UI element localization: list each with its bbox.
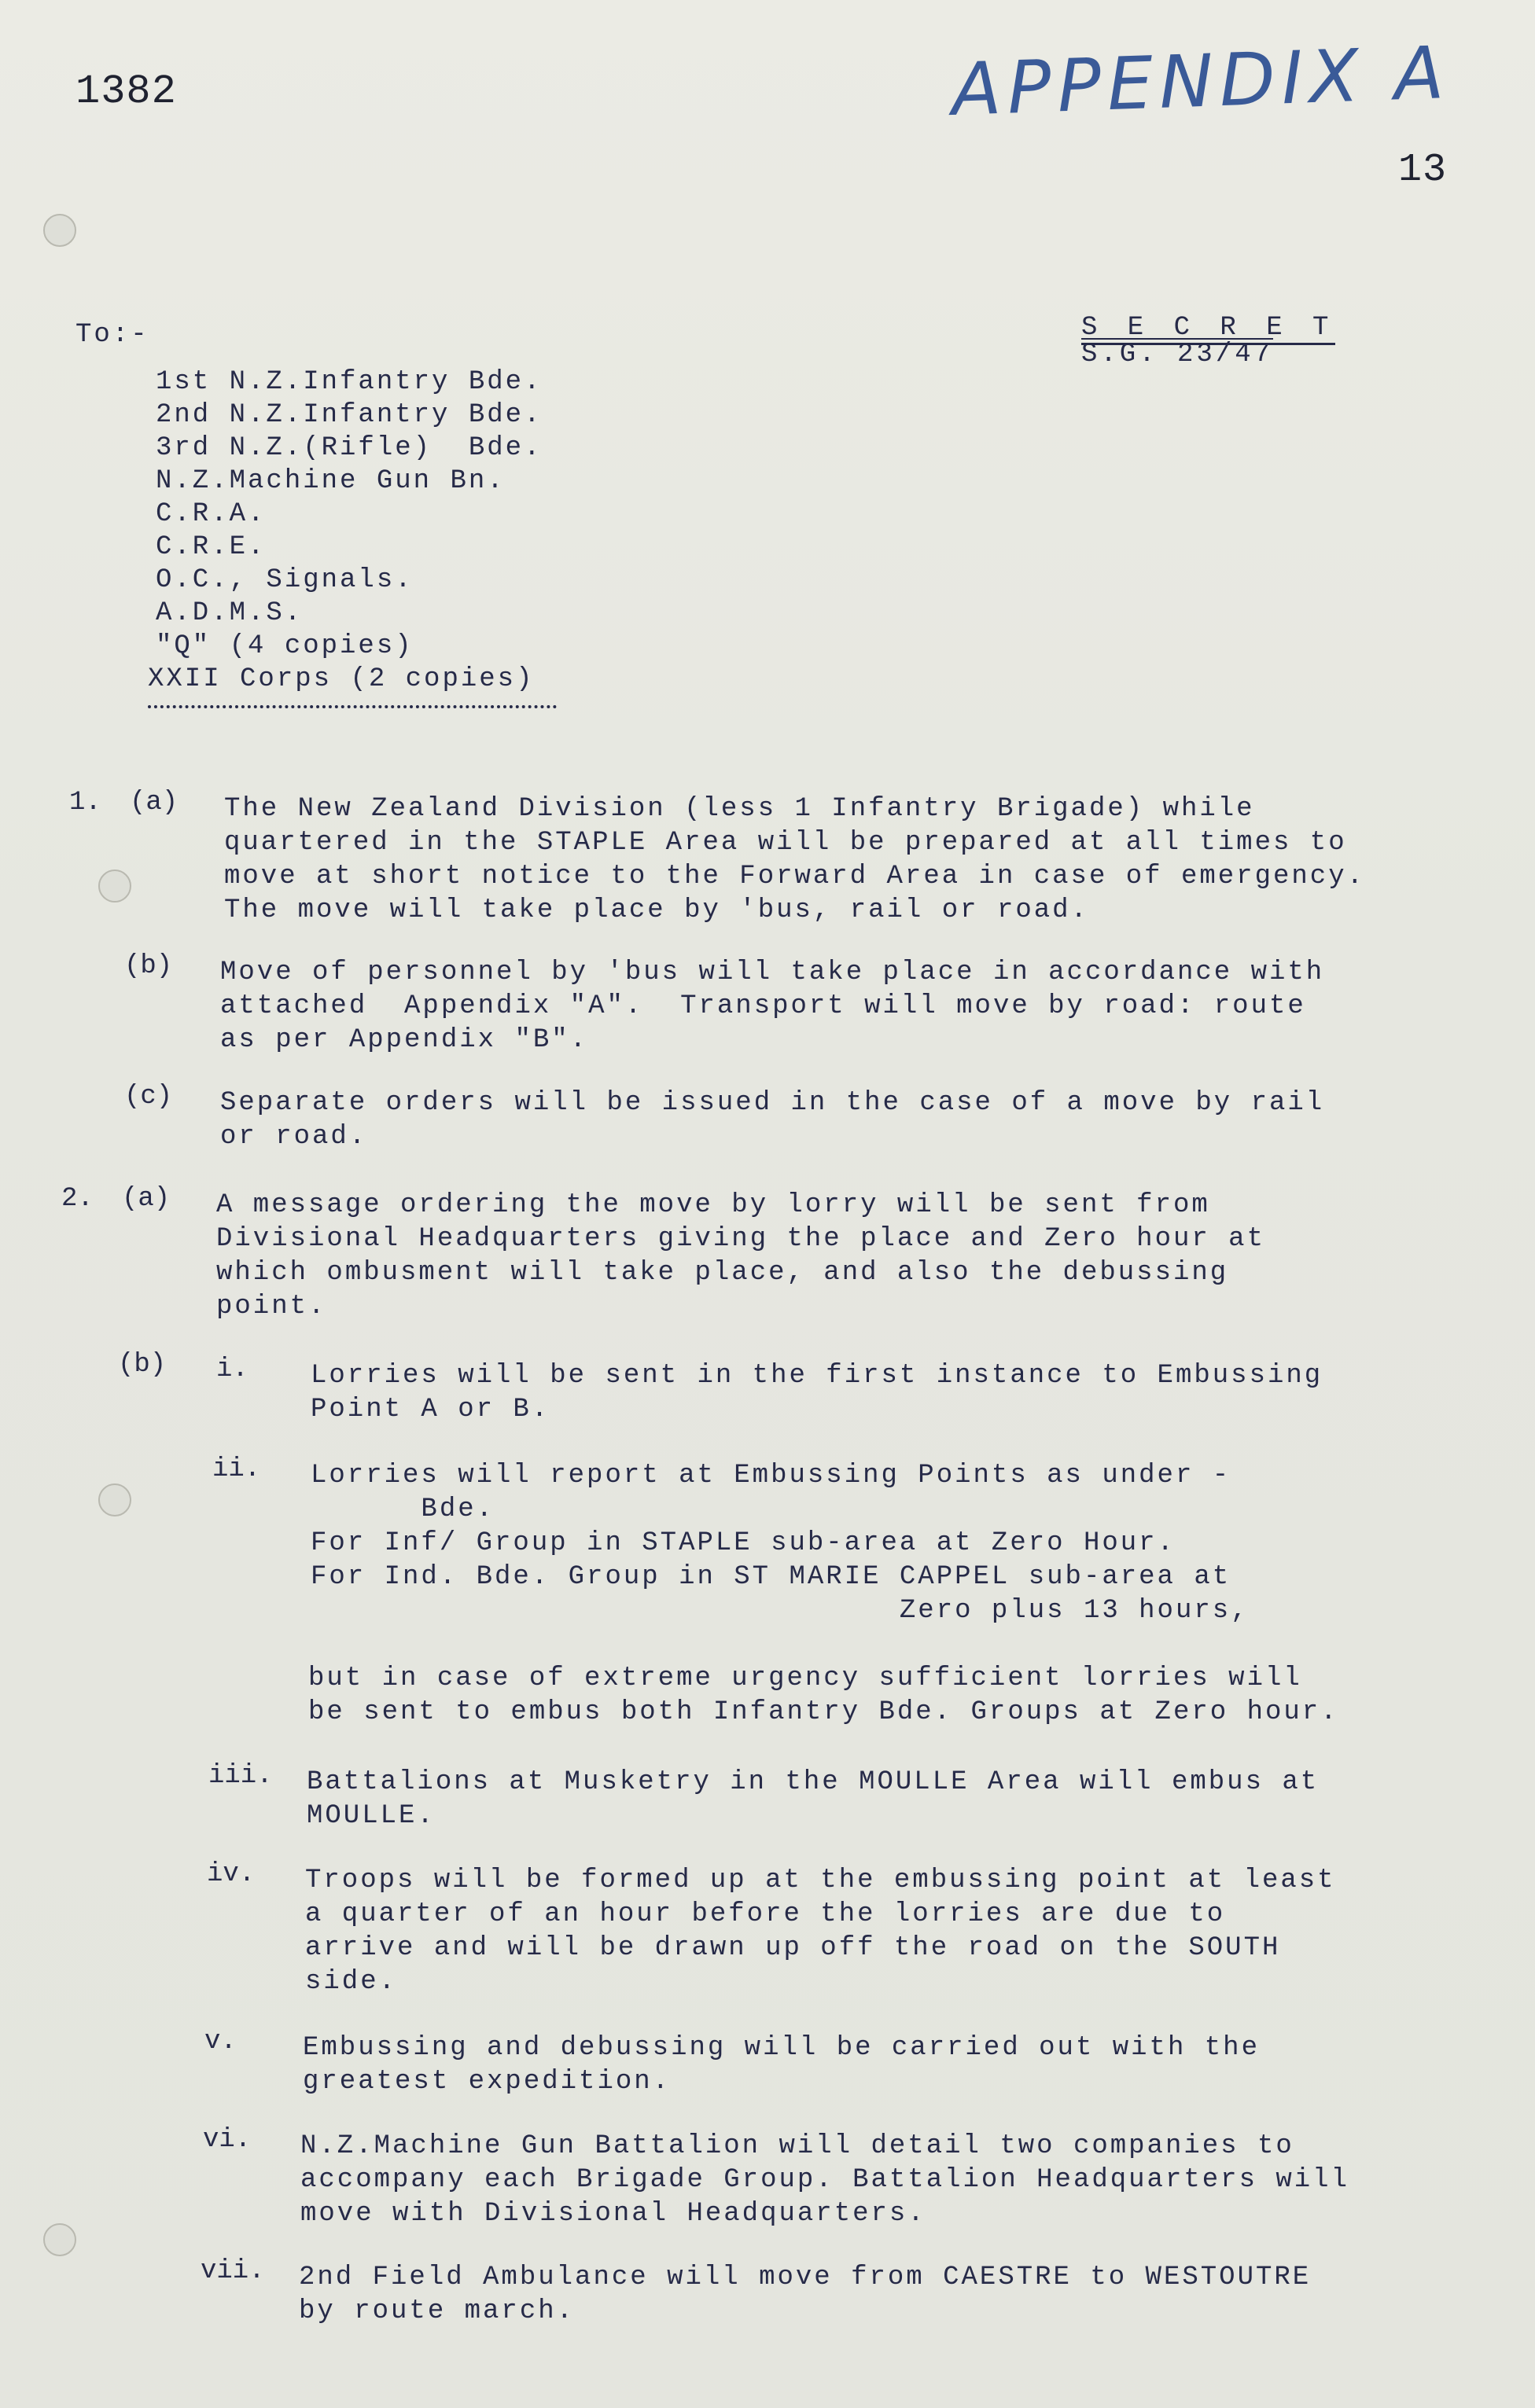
- page-number: 13: [1398, 148, 1448, 193]
- subparagraph-letter: (b): [118, 1350, 167, 1380]
- paragraph-number: 1.: [69, 788, 101, 818]
- paragraph-text: A message ordering the move by lorry will be sent from Divisional Headquarters giving the place and Zero hour at which ombusment will take place, and also the debussing point.: [216, 1190, 1265, 1322]
- recipient: A.D.M.S.: [156, 598, 304, 628]
- recipient: "Q" (4 copies): [156, 631, 414, 661]
- reference-number: S.G. 23/47: [1081, 340, 1274, 369]
- recipient: C.R.E.: [156, 532, 267, 562]
- paragraph-text: Move of personnel by 'bus will take place in accordance with attached Appendix "A". Transport will move by road: route as per Appendix "B".: [220, 958, 1325, 1055]
- subparagraph-letter: (c): [124, 1082, 173, 1112]
- item-number: v.: [204, 2027, 237, 2057]
- item-text: Lorries will report at Embussing Points as under - Bde. For Inf/ Group in STAPLE sub-area at Zero Hour. For Ind. Bde. Group in ST MARIE CAPPEL sub-area at Zero plus 13 hours,: [311, 1461, 1250, 1626]
- item-text: but in case of extreme urgency sufficient lorries will be sent to embus both Infantry Bde. Groups at Zero hour.: [308, 1664, 1339, 1727]
- handwritten-annotation: APPENDIX A: [950, 30, 1452, 133]
- punch-hole: [43, 2223, 76, 2256]
- item-number: i.: [216, 1355, 248, 1384]
- recipient: 3rd N.Z.(Rifle) Bde.: [156, 433, 543, 463]
- item-number: vi.: [203, 2125, 252, 2155]
- item-number: vii.: [201, 2256, 265, 2286]
- item-number: iii.: [208, 1761, 273, 1791]
- recipient: XXII Corps (2 copies): [148, 664, 535, 694]
- paragraph-number: 2.: [61, 1184, 94, 1214]
- item-text: Lorries will be sent in the first instance to Embussing Point A or B.: [311, 1361, 1323, 1425]
- subparagraph-letter: (b): [124, 951, 173, 981]
- punch-hole: [98, 869, 131, 903]
- recipient: C.R.A.: [156, 499, 267, 529]
- subparagraph-letter: (a): [122, 1184, 171, 1214]
- punch-hole: [43, 214, 76, 247]
- item-number: ii.: [212, 1454, 261, 1484]
- item-text: N.Z.Machine Gun Battalion will detail two companies to accompany each Brigade Group. Battalion Headquarters will move with Divisional Headquarters.: [300, 2131, 1349, 2229]
- divider: [148, 705, 557, 708]
- item-text: Battalions at Musketry in the MOULLE Area will embus at MOULLE.: [307, 1767, 1320, 1831]
- to-label: To:-: [75, 320, 149, 350]
- item-text: 2nd Field Ambulance will move from CAESTRE to WESTOUTRE by route march.: [299, 2263, 1312, 2326]
- recipient: 1st N.Z.Infantry Bde.: [156, 367, 543, 397]
- punch-hole: [98, 1483, 131, 1516]
- classification: S E C R E T: [1081, 311, 1335, 344]
- item-text: Troops will be formed up at the embussing point at least a quarter of an hour before the lorries are due to arrive and will be drawn up off the road on the SOUTH side.: [305, 1866, 1336, 1997]
- paragraph-text: The New Zealand Division (less 1 Infantry Brigade) while quartered in the STAPLE Area will be prepared at all times to move at short notice to the Forward Area in case of emergency. The move will take place by 'bus, rail or road.: [224, 794, 1366, 925]
- paragraph-text: Separate orders will be issued in the case of a move by rail or road.: [220, 1088, 1325, 1152]
- item-number: iv.: [207, 1859, 256, 1889]
- recipient: N.Z.Machine Gun Bn.: [156, 466, 506, 496]
- recipient: 2nd N.Z.Infantry Bde.: [156, 400, 543, 430]
- file-number: 1382: [75, 68, 177, 115]
- item-text: Embussing and debussing will be carried out with the greatest expedition.: [303, 2033, 1260, 2097]
- recipient: O.C., Signals.: [156, 565, 414, 595]
- subparagraph-letter: (a): [130, 788, 179, 818]
